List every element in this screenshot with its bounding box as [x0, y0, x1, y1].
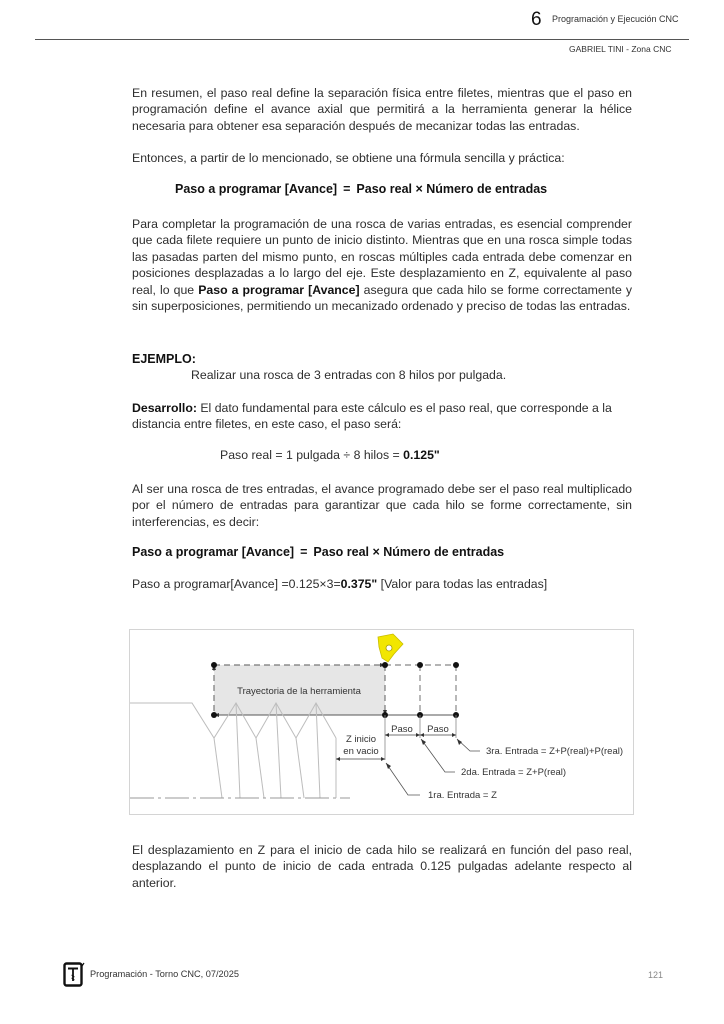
paragraph-text-before: Para completar la programación de una rosca de varias entradas, es esencial comprender que cada filete requiere un punto de inicio distinto. Mientras que en una rosca simple todas las pasadas parten del mismo punto, en roscas múltiples cada entrada debe comenzar en posiciones desplazadas a lo largo del eje. Este desplazamiento en Z, equivalente al paso real, lo que	[132, 217, 632, 297]
dim-arrow-icon	[420, 733, 424, 737]
paso-real-equation	[220, 448, 440, 462]
calc-note: [Valor para todas las entradas]	[377, 577, 548, 591]
workpiece-profile	[130, 703, 336, 798]
leader-entry-2	[421, 739, 455, 772]
desarrollo-label: Desarrollo:	[132, 401, 197, 415]
pitch-label-2: Paso	[427, 724, 449, 735]
tool-path-label: Trayectoria de la herramienta	[237, 686, 361, 697]
chapter-number: 6	[531, 9, 542, 30]
desarrollo-text: El dato fundamental para este cálculo es el paso real, que corresponde a la distancia entre filetes, en este caso, el paso será:	[132, 401, 612, 432]
example-heading: EJEMPLO:	[132, 352, 196, 366]
thread-line	[276, 703, 281, 798]
dim-arrow-icon	[336, 757, 340, 761]
paso-real-expression: Paso real = 1 pulgada ÷ 8 hilos =	[220, 448, 404, 462]
z-start-label-line1: Z inicio	[345, 734, 377, 745]
thread-line	[236, 703, 240, 798]
pitch-label-1: Paso	[391, 724, 413, 735]
formula-main	[175, 182, 547, 196]
thread-line	[256, 738, 264, 798]
dim-arrow-icon	[385, 733, 389, 737]
paragraph-z-offset: El desplazamiento en Z para el inicio de cada hilo se realizará en función del paso real, desplazando el punto de inicio de cada entrada 0.125 pulgadas adelante respecto al anterior.	[132, 843, 632, 890]
node	[417, 662, 423, 668]
formula-right: Paso real × Número de entradas	[356, 182, 548, 196]
paragraph-summary: En resumen, el paso real define la separación física entre filetes, mientras que el paso en programación define el avance axial que permitirá a la herramienta generar la hélice necesaria para obtener esa separación después de mecanizar todas las entradas.	[132, 86, 632, 133]
node	[453, 662, 459, 668]
dim-arrow-icon	[381, 757, 385, 761]
paragraph-desarrollo	[132, 400, 632, 433]
leader-arrow-icon	[457, 739, 462, 745]
paragraph-three-entries: Al ser una rosca de tres entradas, el avance programado debe ser el paso real multiplicado por el número de entradas para garantizar que cada hilo se forme correctamente, sin interferencias, es decir:	[132, 482, 632, 529]
paso-real-value: 0.125"	[403, 448, 440, 462]
calculation-line	[132, 577, 547, 591]
paragraph-bold-term: Paso a programar [Avance]	[198, 282, 360, 297]
formula-left: Paso a programar [Avance]	[132, 545, 295, 559]
chapter-title: Programación y Ejecución CNC	[552, 14, 679, 24]
entry-1-label: 1ra. Entrada = Z	[428, 790, 497, 801]
calc-value: 0.375"	[340, 577, 378, 591]
thread-line	[214, 738, 222, 798]
formula-left: Paso a programar [Avance]	[175, 182, 338, 196]
threading-insert-icon	[378, 634, 403, 662]
formula-equals: =	[300, 545, 308, 559]
leader-arrow-icon	[421, 739, 426, 745]
footer-title: Programación - Torno CNC, 07/2025	[90, 969, 239, 979]
node	[211, 712, 217, 718]
dim-arrow-icon	[416, 733, 420, 737]
z-start-label-line2: en vacio	[343, 746, 379, 757]
calc-expression: Paso a programar[Avance] =0.125×3=	[132, 577, 341, 591]
paragraph-multiple-entries	[132, 216, 632, 314]
thread-line	[316, 703, 320, 798]
thread-entries-diagram	[129, 629, 634, 815]
paragraph-text-after: asegura que cada hilo se forme correctamente y sin superposiciones, permitiendo un mecanizado ordenado y preciso de todas las entradas.	[132, 282, 632, 314]
dim-arrow-icon	[452, 733, 456, 737]
entry-3-label: 3ra. Entrada = Z+P(real)+P(real)	[486, 746, 624, 757]
node	[382, 662, 388, 668]
paragraph-intro-formula: Entonces, a partir de lo mencionado, se obtiene una fórmula sencilla y práctica:	[132, 151, 565, 165]
leader-arrow-icon	[386, 763, 391, 769]
author-line: GABRIEL TINI - Zona CNC	[569, 44, 672, 54]
formula-repeat	[132, 545, 504, 559]
example-statement: Realizar una rosca de 3 entradas con 8 hilos por pulgada.	[191, 368, 507, 382]
formula-equals: =	[343, 182, 351, 196]
header-divider	[35, 39, 689, 40]
formula-right: Paso real × Número de entradas	[313, 545, 505, 559]
leader-entry-1	[386, 763, 420, 795]
entry-2-label: 2da. Entrada = Z+P(real)	[461, 767, 567, 778]
node	[211, 662, 217, 668]
diagram-svg	[130, 630, 633, 814]
tool-logo-icon	[63, 962, 85, 988]
leader-entry-3	[457, 739, 480, 751]
thread-line	[296, 738, 304, 798]
page-number: 121	[648, 970, 664, 980]
